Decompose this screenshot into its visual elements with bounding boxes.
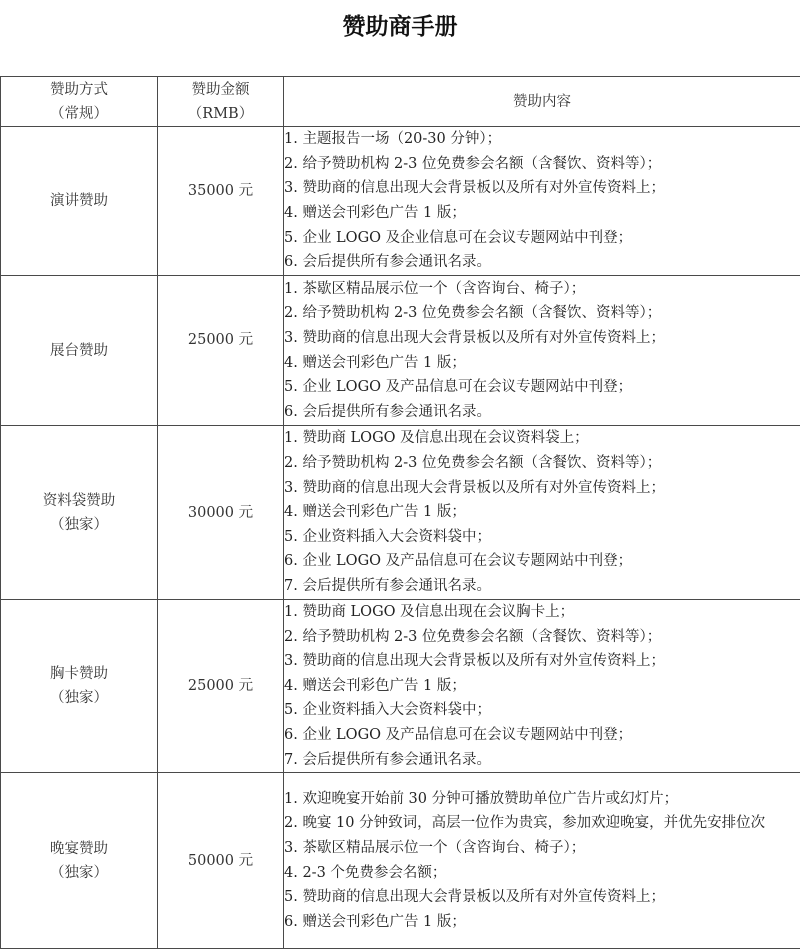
table-row-speech-sponsor — [1, 127, 800, 276]
sponsor-type: 晚宴赞助 — [1, 837, 157, 861]
benefit-item: 4. 赠送会刊彩色广告 1 版； — [284, 674, 800, 699]
sponsor-benefits — [284, 773, 800, 949]
sponsor-type: 胸卡赞助 — [1, 662, 157, 686]
benefit-item: 5. 企业资料插入大会资料袋中； — [284, 698, 800, 723]
benefit-item: 4. 2-3 个免费参会名额； — [284, 861, 800, 886]
sponsor-benefits — [284, 426, 800, 600]
sponsor-type-note: （独家） — [1, 861, 157, 885]
benefit-item: 6. 会后提供所有参会通讯名录。 — [284, 400, 800, 425]
sponsor-benefits — [284, 276, 800, 426]
table-row-dinner-sponsor — [1, 773, 800, 949]
sponsor-amount: 35000 元 — [158, 127, 284, 276]
header-sponsor-type — [1, 77, 158, 127]
sponsor-amount: 25000 元 — [158, 600, 284, 773]
sponsor-type-note: （独家） — [1, 686, 157, 710]
benefit-item: 5. 赞助商的信息出现大会背景板以及所有对外宣传资料上； — [284, 885, 800, 910]
benefit-item: 2. 给予赞助机构 2-3 位免费参会名额（含餐饮、资料等）； — [284, 152, 800, 177]
sponsor-type-note: （独家） — [1, 513, 157, 537]
benefit-item: 1. 欢迎晚宴开始前 30 分钟可播放赞助单位广告片或幻灯片； — [284, 787, 800, 812]
benefit-item: 7. 会后提供所有参会通讯名录。 — [284, 748, 800, 773]
header-sponsor-content: 赞助内容 — [284, 77, 800, 127]
benefit-item: 6. 企业 LOGO 及产品信息可在会议专题网站中刊登； — [284, 549, 800, 574]
table-row-booth-sponsor — [1, 276, 800, 426]
header-sponsor-amount-label: 赞助金额 — [158, 78, 283, 102]
benefit-item: 3. 赞助商的信息出现大会背景板以及所有对外宣传资料上； — [284, 649, 800, 674]
header-sponsor-amount — [158, 77, 284, 127]
benefit-item: 3. 赞助商的信息出现大会背景板以及所有对外宣传资料上； — [284, 326, 800, 351]
benefit-item: 4. 赠送会刊彩色广告 1 版； — [284, 201, 800, 226]
sponsor-amount: 50000 元 — [158, 773, 284, 949]
benefit-item: 1. 赞助商 LOGO 及信息出现在会议胸卡上； — [284, 600, 800, 625]
sponsor-type-cell — [1, 276, 158, 426]
sponsor-benefits — [284, 127, 800, 276]
benefit-item: 3. 赞助商的信息出现大会背景板以及所有对外宣传资料上； — [284, 476, 800, 501]
table-row-bag-sponsor — [1, 426, 800, 600]
benefit-item: 6. 会后提供所有参会通讯名录。 — [284, 250, 800, 275]
benefit-item: 2. 给予赞助机构 2-3 位免费参会名额（含餐饮、资料等）； — [284, 301, 800, 326]
benefit-item: 2. 给予赞助机构 2-3 位免费参会名额（含餐饮、资料等）； — [284, 451, 800, 476]
benefit-item: 5. 企业资料插入大会资料袋中； — [284, 525, 800, 550]
sponsor-type: 演讲赞助 — [1, 189, 157, 213]
benefit-item: 4. 赠送会刊彩色广告 1 版； — [284, 351, 800, 376]
benefit-item: 3. 茶歇区精品展示位一个（含咨询台、椅子）； — [284, 836, 800, 861]
benefit-item: 5. 企业 LOGO 及企业信息可在会议专题网站中刊登； — [284, 226, 800, 251]
benefit-item: 2. 晚宴 10 分钟致词，高层一位作为贵宾，参加欢迎晚宴，并优先安排位次 — [284, 811, 800, 836]
benefit-item: 6. 企业 LOGO 及产品信息可在会议专题网站中刊登； — [284, 723, 800, 748]
benefit-item: 6. 赠送会刊彩色广告 1 版； — [284, 910, 800, 935]
sponsor-amount: 30000 元 — [158, 426, 284, 600]
header-sponsor-amount-unit: （RMB） — [158, 102, 283, 126]
sponsor-type-cell — [1, 426, 158, 600]
sponsor-type-cell — [1, 127, 158, 276]
sponsor-type: 资料袋赞助 — [1, 489, 157, 513]
sponsor-type: 展台赞助 — [1, 339, 157, 363]
table-row-badge-sponsor — [1, 600, 800, 773]
sponsor-amount: 25000 元 — [158, 276, 284, 426]
benefit-item: 1. 赞助商 LOGO 及信息出现在会议资料袋上； — [284, 426, 800, 451]
header-sponsor-type-label: 赞助方式 — [1, 78, 157, 102]
benefit-item: 3. 赞助商的信息出现大会背景板以及所有对外宣传资料上； — [284, 176, 800, 201]
sponsor-table — [0, 76, 800, 949]
header-sponsor-type-note: （常规） — [1, 102, 157, 126]
benefit-item: 5. 企业 LOGO 及产品信息可在会议专题网站中刊登； — [284, 375, 800, 400]
sponsor-type-cell — [1, 773, 158, 949]
document-title: 赞助商手册 — [0, 10, 800, 44]
sponsor-benefits — [284, 600, 800, 773]
benefit-item: 4. 赠送会刊彩色广告 1 版； — [284, 500, 800, 525]
benefit-item: 7. 会后提供所有参会通讯名录。 — [284, 574, 800, 599]
benefit-item: 1. 茶歇区精品展示位一个（含咨询台、椅子）； — [284, 277, 800, 302]
benefit-item: 1. 主题报告一场（20-30 分钟）； — [284, 127, 800, 152]
table-header-row — [1, 77, 800, 127]
sponsor-type-cell — [1, 600, 158, 773]
benefit-item: 2. 给予赞助机构 2-3 位免费参会名额（含餐饮、资料等）； — [284, 625, 800, 650]
